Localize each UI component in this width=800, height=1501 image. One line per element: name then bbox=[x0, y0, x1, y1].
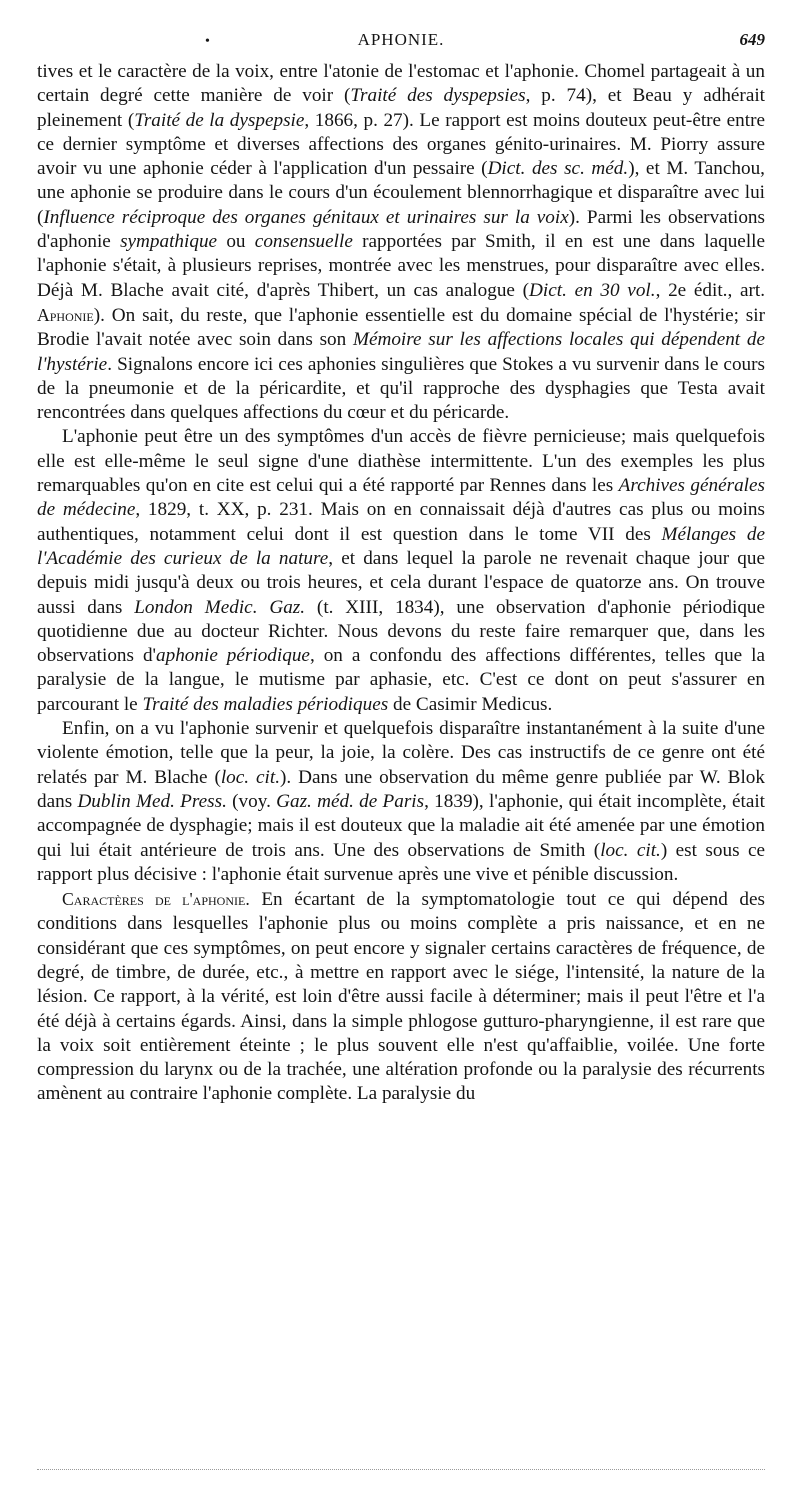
text-run: rapportées par Smith, il en est une dans laquelle l'aphonie s'était, à plusieurs reprises, montrée avec les menstrues, pour disparaître avec elles. Déjà M. Blache avait cité, d'après Thibert, un cas analogue ( bbox=[37, 231, 766, 301]
text-run: de Casimir Medicus. bbox=[388, 693, 553, 715]
bottom-dotted-rule bbox=[37, 1469, 765, 1470]
text-run: ), et M. Tanchou, une aphonie se produire dans le cours d'un écoulement blennorrhagique et disparaître avec lui ( bbox=[37, 158, 765, 228]
text-run: , on a confondu des affections différentes, telles que la paralysie de la langue, le mutisme par aphasie, etc. C'est ce dont on peut s'assurer en parcourant le bbox=[37, 645, 766, 715]
italic-text: Archives générales de médecine bbox=[37, 475, 765, 521]
paragraph bbox=[37, 887, 765, 1107]
paragraph bbox=[37, 60, 765, 425]
text-run: . Signalons encore ici ces aphonies singulières que Stokes a vu survenir dans le cours de la pneumonie et de la péricardite, et qu'il rapproche des dysphagies que Testa avait rencontrées dans quelques affections du cœur et du péricarde. bbox=[37, 353, 765, 424]
text-run: , et dans lequel la parole ne revenait chaque jour que depuis midi jusqu'à deux ou trois heures, et cela durant l'espace de quatorze ans. On trouve aussi dans bbox=[37, 547, 765, 618]
page-number: 649 bbox=[739, 30, 765, 49]
small-caps-text: Aphonie bbox=[37, 304, 94, 325]
text-run: ). Parmi les observations d'aphonie bbox=[37, 206, 765, 253]
text-run: ). Dans une observation du même genre publiée par W. Blok dans bbox=[37, 766, 765, 812]
italic-text: Influence réciproque des organes génitaux et urinaires sur la voix bbox=[43, 206, 569, 228]
text-run: ) est sous ce rapport plus décisive : l'aphonie était survenue après une vive et pénible discussion. bbox=[37, 839, 766, 885]
running-head bbox=[37, 30, 765, 60]
text-run: , 1839), l'aphonie, qui était incomplète, était accompagnée de dysphagie; mais il est douteux que la maladie ait été amenée par une émotion qui lui était antérieure de trois ans. Une des observations de Smith ( bbox=[37, 790, 765, 861]
text-run: Enfin, on a vu l'aphonie survenir et quelquefois disparaître instantanément à la suite d'une violente émotion, telle que la peur, la joie, la colère. Des cas instructifs de ce genre ont été relatés par M. Blache ( bbox=[37, 718, 765, 788]
text-run: , 2e édit., art. bbox=[655, 279, 766, 301]
header-bullet: • bbox=[205, 34, 211, 49]
italic-text: loc. cit. bbox=[600, 839, 661, 861]
text-run: En écartant de la symptomatologie tout ce qui dépend des conditions dans lesquelles l'aphonie plus ou moins complète a pris naissance, et en ne considérant que ces symptômes, on peut encore y signaler certains caractères de fréquence, de degré, de timbre, de durée, etc., à mettre en rapport avec le siége, l'intensité, la nature de la lésion. Ce rapport, à la vérité, est loin d'être aussi facile à déterminer; mais il peut l'être et l'a été déjà à certains égards. Ainsi, dans la simple phlogose gutturo-pharyngienne, il est rare que la voix soit entièrement éteinte ; le plus souvent elle n'est qu'affaiblie, voilée. Une forte compression du larynx ou de la trachée, une altération profonde ou la paralysie des récurrents amènent au contraire l'aphonie complète. La paralysie du bbox=[37, 889, 766, 1105]
text-run: , p. 74), et Beau y adhérait pleinement ( bbox=[37, 85, 765, 131]
italic-text: London Medic. Gaz. bbox=[134, 596, 306, 618]
small-caps-text: Caractères de l'aphonie. bbox=[62, 889, 250, 910]
text-run: (t. XIII, 1834), une observation d'aphonie périodique quotidienne due au docteur Richter. Nous devons du reste faire remarquer que, dans les observations d' bbox=[37, 596, 766, 667]
italic-text: Mémoire sur les affections locales qui dépendent de l'hystérie bbox=[37, 329, 765, 375]
text-run: ou bbox=[217, 231, 255, 253]
italic-text: loc. cit. bbox=[220, 766, 280, 788]
paragraph bbox=[37, 717, 765, 887]
italic-text: Dict. des sc. méd. bbox=[487, 158, 629, 180]
italic-text: Traité des dyspepsies bbox=[350, 85, 526, 107]
text-run: , 1829, t. XX, p. 231. Mais on en connaissait déjà d'autres cas plus ou moins authentiques, notamment celui dont il est question dans le tome VII des bbox=[37, 499, 765, 545]
italic-text: Mélanges de l'Académie des curieux de la nature bbox=[37, 523, 765, 569]
text-run: tives et le caractère de la voix, entre l'atonie de l'estomac et l'aphonie. Chomel partageait à un certain degré cette manière de voir ( bbox=[37, 61, 765, 107]
italic-text: Dict. en 30 vol. bbox=[529, 279, 656, 301]
text-run: ). On sait, du reste, que l'aphonie essentielle est du domaine spécial de l'hystérie; sir Brodie l'avait notée avec soin dans son bbox=[37, 304, 765, 351]
italic-text: Traité de la dyspepsie bbox=[134, 109, 305, 131]
text-run: (voy. bbox=[226, 790, 277, 812]
italic-text: sympathique bbox=[120, 231, 218, 253]
italic-text: aphonie périodique bbox=[156, 645, 310, 667]
running-title: APHONIE. bbox=[357, 30, 445, 49]
book-page bbox=[37, 30, 765, 1107]
text-run: , 1866, p. 27). Le rapport est moins douteux peut-être entre ce dernier symptôme et diverses affections des organes génito-urinaires. M. Piorry assure avoir vu une aphonie céder à l'application d'un pessaire ( bbox=[37, 109, 765, 180]
paragraph bbox=[37, 425, 765, 717]
italic-text: Dublin Med. Press. bbox=[77, 790, 227, 812]
italic-text: Gaz. méd. de Paris bbox=[276, 790, 425, 812]
italic-text: consensuelle bbox=[254, 231, 353, 253]
italic-text: Traité des maladies périodiques bbox=[142, 693, 389, 715]
text-run: L'aphonie peut être un des symptômes d'un accès de fièvre pernicieuse; mais quelquefois elle est elle-même le seul signe d'une diathèse intermittente. L'un des exemples les plus remarquables qu'on en cite est celui qui a été rapporté par Rennes dans les bbox=[37, 426, 765, 497]
body-text bbox=[37, 60, 765, 1107]
